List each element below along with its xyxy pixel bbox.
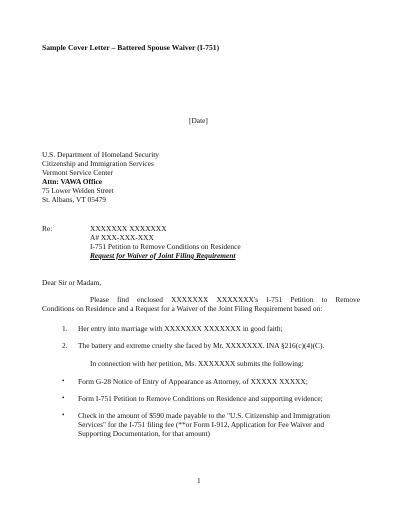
bullet-text: Form G-28 Notice of Entry of Appearance as Attorney, of XXXXX XXXXX; [78,377,308,386]
bullet-text: Check in the amount of $590 made payable to the "U.S. Citizenship and Immigration Services" for the I-751 filing fee (**or Form I-912, Application for Fee Waiver and Supporting Documentation, for that amount) [78,411,330,438]
address-attn: Attn: VAWA Office [42,177,103,186]
address-line-2: Citizenship and Immigration Services [42,159,154,168]
address-city: St. Albans, VT 05479 [42,195,106,204]
numbered-item-marker: 1. [62,324,68,333]
re-name: XXXXXXX XXXXXXX [90,224,167,233]
connection-paragraph: In connection with her petition, Ms. XXXXXXX submits the following: [90,359,304,368]
salutation: Dear Sir or Madam, [42,278,102,287]
page-number: 1 [197,476,201,485]
numbered-item-text: Her entry into marriage with XXXXXXX XXXXXXX in good faith; [78,324,283,333]
re-petition: I-751 Petition to Remove Conditions on Residence [90,242,241,251]
address-line-1: U.S. Department of Homeland Security [42,150,159,159]
re-request: Request for Waiver of Joint Filing Requirement [90,251,236,260]
intro-line-2: Conditions on Residence and a Request for a Waiver of the Joint Filing Requirement based on: [42,304,323,313]
intro-paragraph [42,295,360,313]
bullet-mark: • [62,411,65,419]
recipient-address [42,150,159,204]
letter-date: [Date] [189,116,208,125]
letter-title: Sample Cover Letter – Battered Spouse Waiver (I-751) [42,43,220,52]
bullet-text: Form I-751 Petition to Remove Conditions on Residence and supporting evidence; [78,394,323,403]
intro-line-1: Please find enclosed XXXXXXX XXXXXXX's I-751 Petition to Remove [90,295,360,304]
numbered-item-marker: 2. [62,341,68,350]
re-label: Re: [42,224,53,233]
bullet-mark: • [62,377,65,385]
address-line-3: Vermont Service Center [42,168,114,177]
re-a-number: A# XXX-XXX-XXX [90,233,154,242]
address-street: 75 Lower Welden Street [42,186,114,195]
bullet-mark: • [62,394,65,402]
re-block [90,224,241,260]
numbered-item-text: The battery and extreme cruelty she faced by Mr. XXXXXXX. INA §216(c)(4)(C). [78,341,325,350]
